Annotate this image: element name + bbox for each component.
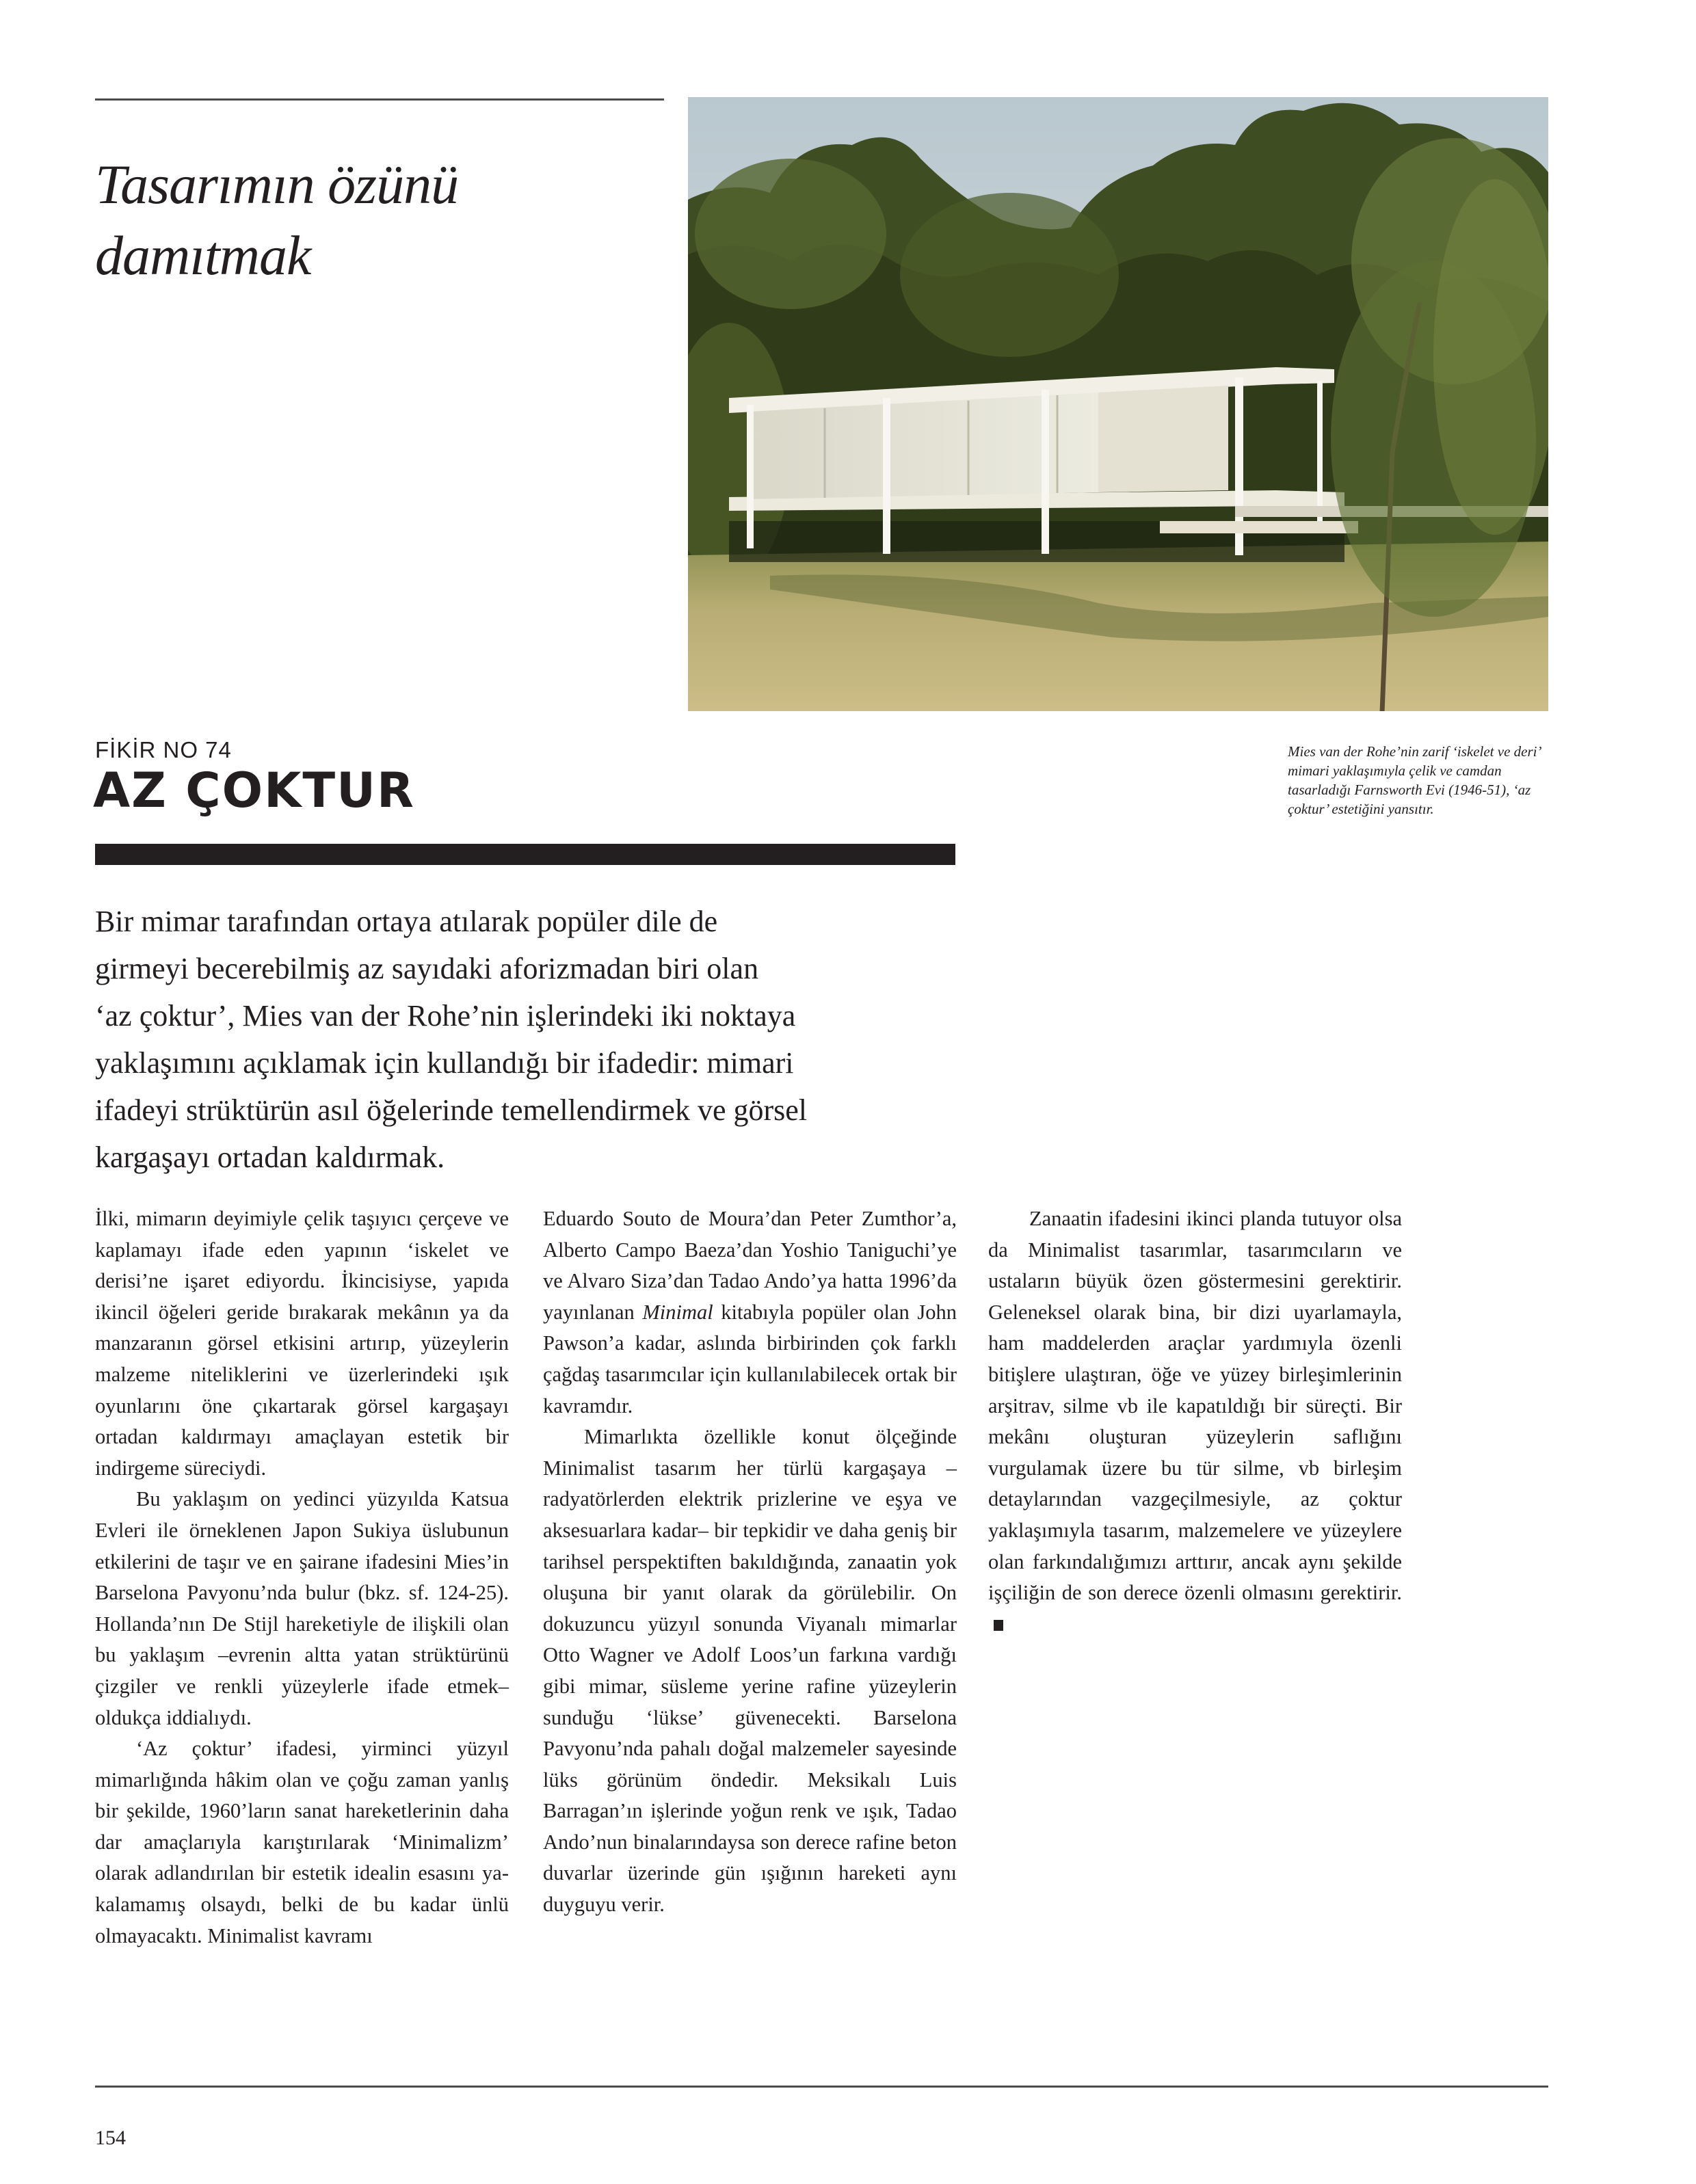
body-text: Zanaatin ifadesini ikinci planda tutuyor olsa da Minimalist tasarımlar, tasarımcıların ve ustaların büyük özen göstermesini gerektirir. Geleneksel olarak bina, bir dizi uyarlamayla, ham maddelerden araçlar yardımıyla özenli bitişlere ulaştıran, öğe ve yüzey birleşimlerinin arşitrav, silme vb ile kapatıldığı bir süreçti. Bir mekânı oluşturan yüzeylerin saflığını vurgulamak üzere bu tür silme, vb birleşim detaylarından vazgeçilmesiyle, az çoktur yaklaşımıyla tasarım, malzemelere ve yüzeylere olan farkındalığımızı arttırır, ancak aynı şekilde işçiliğin de son derece özenli olmasını gerektirir. — [988, 1207, 1402, 1605]
body-column-1 — [95, 1203, 509, 1952]
body-column-2 — [543, 1203, 957, 1921]
lead-line: Bir mimar tarafından ortaya atılarak popüler dile de — [95, 905, 718, 938]
lead-line: ifadeyi strüktürün asıl öğelerinde temellendirmek ve görsel — [95, 1093, 808, 1127]
lead-line: girmeyi becerebilmiş az sayıdaki aforizmadan biri olan — [95, 952, 759, 985]
body-paragraph: İlki, mimarın deyimiyle çelik taşıyıcı çerçeve ve kaplamayı ifade eden yapının ‘iskelet ve derisi’ne işaret ediyordu. İkincisiyse, yapıda ikincil öğeleri geride bırakarak mekânın ya da manzaranın görsel etkisini artırıp, yüzeylerin malzeme niteliklerini ve üzerlerindeki ışık oyunlarını öne çıkartarak görsel kargaşayı ortadan kaldırmayı amaçlayan estetik bir indirgeme süreciydi. — [95, 1207, 509, 1480]
bottom-rule — [95, 2086, 1548, 2088]
photo-caption: Mies van der Rohe’nin zarif ‘iskelet ve deri’ mimari yaklaşımıyla çelik ve camdan tasarladığı Farnsworth Evi (1946-51), ‘az çoktur’ estetiğini yansıtır. — [1288, 743, 1541, 817]
body-text: kitabıyla popüler olan John Pawson’a kadar, aslında birbirinden çok farklı çağdaş tasarımcılar için kullanılabilecek ortak bir kavramdır. — [543, 1300, 957, 1417]
lead-line: kargaşayı ortadan kaldırmak. — [95, 1141, 445, 1174]
body-paragraph — [988, 1203, 1402, 1640]
end-of-article-square-icon — [994, 1620, 1003, 1631]
body-paragraph: ‘Az çoktur’ ifadesi, yirminci yüzyıl mimarlığında hâkim olan ve çoğu zaman yanlış bir şekilde, 1960’ların sanat hareketlerinin daha dar amaçlarıyla karıştırılarak ‘Minimalizm’ olarak adlandırılan bir estetik idealin esasını yakalamamış olsaydı, belki de bu kadar ünlü olmayacaktı. Minimalist kavramı — [95, 1737, 509, 1947]
body-paragraph: Bu yaklaşım on yedinci yüzyılda Katsua Evleri ile örneklenen Japon Sukiya üslubunun etkilerini de taşır ve en şairane ifadesini Mies’in Barselona Pavyonu’nda bulur (bkz. sf. 124-25). Hollanda’nın De Stijl hareketiyle de ilişkili olan bu yaklaşım –evrenin altta yatan strüktürünü çizgiler ve renkli yüzeylerle ifade etmek– oldukça iddialıydı. — [95, 1487, 509, 1729]
body-paragraph — [543, 1203, 957, 1422]
section-title-line-2: damıtmak — [95, 224, 311, 287]
idea-title: AZ ÇOKTUR — [93, 762, 415, 818]
section-title-line-1: Tasarımın özünü — [95, 153, 459, 215]
body-text: Eduardo Souto de Moura’dan Peter Zumthor’a, Alberto Campo Baeza’dan Yoshio Taniguchi’ye ve Alvaro Siza’dan Tadao Ando’ya hatta 1996’da yayınlanan — [543, 1207, 957, 1324]
lead-line: yaklaşımını açıklamak için kullandığı bir ifadedir: mimari — [95, 1046, 794, 1080]
top-rule — [95, 98, 664, 101]
farnsworth-house-photo — [688, 97, 1548, 711]
page-number: 154 — [95, 2127, 126, 2149]
lead-paragraph — [95, 898, 970, 1181]
idea-number-label: FİKİR NO 74 — [95, 737, 232, 762]
body-column-3 — [988, 1203, 1402, 1640]
section-title — [95, 149, 642, 291]
book-title-minimal: Minimal — [642, 1300, 713, 1324]
title-bar-divider — [95, 844, 955, 865]
lead-line: ‘az çoktur’, Mies van der Rohe’nin işlerindeki iki noktaya — [95, 999, 796, 1033]
body-paragraph: Mimarlıkta özellikle konut ölçeğinde Minimalist tasarım her türlü kargaşaya –radyatörlerden elektrik prizlerine ve eşya ve aksesuarlara kadar– bir tepkidir ve daha geniş bir tarihsel perspektiften bakıldığında, zanaatin yok oluşuna bir yanıt olarak da görülebilir. On dokuzuncu yüzyıl sonunda Viyanalı mimarlar Otto Wagner ve Adolf Loos’un farkına vardığı gibi mimar, süsleme yerine rafine yüzeylerin sunduğu ‘lükse’ güvenecekti. Barselona Pavyonu’nda pahalı doğal malzemeler sayesinde lüks görünüm öndedir. Meksikalı Luis Barragan’ın işlerinde yoğun renk ve ışık, Tadao Ando’nun binalarındaysa son derece rafine beton duvarlar üzerinde gün ışığının hareketi aynı duyguyu verir. — [543, 1425, 957, 1917]
